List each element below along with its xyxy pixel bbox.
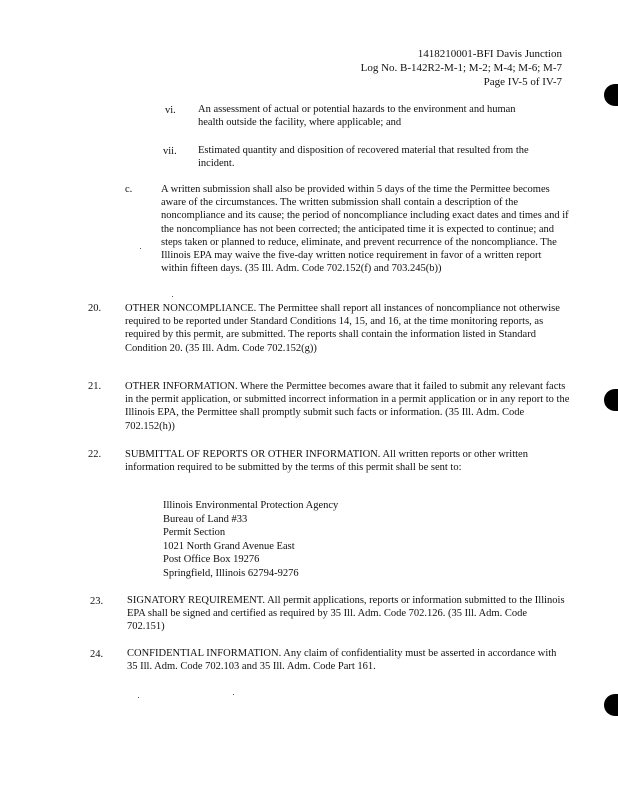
mailing-address (163, 499, 338, 581)
scan-speck (172, 296, 173, 297)
condition-23-number: 23. (90, 596, 104, 607)
item-c-number: c. (125, 184, 133, 195)
condition-24-text: CONFIDENTIAL INFORMATION. Any claim of confidentiality must be asserted in accordance with 35 Ill. Adm. Code 702.103 and 35 Ill. Adm. Code Part 161. (127, 648, 557, 673)
item-c-text: A written submission shall also be provided within 5 days of the time the Permittee becomes aware of the circumstances. The written submission shall contain a description of the noncompliance and its cause; the period of noncompliance including exact dates and times and if the noncompliance has not been corrected; the anticipated time it is expected to continue; and steps taken or planned to reduce, eliminate, and prevent recurrence of the noncompliance. The Illinois EPA may waive the five-day written notice requirement in favor of a written report within fifteen days. (35 Ill. Adm. Code 702.152(f) and 703.245(b)) (161, 184, 569, 275)
punch-hole-bottom (604, 694, 618, 716)
address-section: Permit Section (163, 527, 226, 539)
address-street: 1021 North Grand Avenue East (163, 540, 295, 552)
address-bureau: Bureau of Land #33 (163, 513, 248, 525)
punch-hole-top (604, 84, 618, 106)
condition-20-text: OTHER NONCOMPLIANCE. The Permittee shall report all instances of noncompliance not otherwise required to be reported under Standard Conditions 14, 15, and 16, at the time monitoring reports, as required by this permit, are submitted. The reports shall contain the information listed in Standard Condition 20. (35 Ill. Adm. Code 702.152(g)) (125, 303, 560, 354)
condition-24-number: 24. (90, 649, 104, 660)
log-number: Log No. B-142R2-M-1; M-2; M-4; M-6; M-7 (360, 62, 562, 74)
punch-hole-middle (604, 389, 618, 411)
permit-number: 1418210001-BFI Davis Junction (417, 48, 562, 60)
condition-22-text: SUBMITTAL OF REPORTS OR OTHER INFORMATION. All written reports or other written information required to be submitted by the terms of this permit shall be sent to: (125, 449, 528, 474)
condition-21-text: OTHER INFORMATION. Where the Permittee becomes aware that it failed to submit any relevant facts in the permit application, or submitted incorrect information in a permit application or in any report to the Illinois EPA, the Permittee shall promptly submit such facts or information. (35 Ill. Adm. Code 702.152(h)) (125, 381, 570, 432)
item-vii-text: Estimated quantity and disposition of recovered material that resulted from the incident. (198, 145, 529, 170)
scan-speck (140, 248, 141, 249)
item-vi-text: An assessment of actual or potential hazards to the environment and human health outside the facility, where applicable; and (198, 104, 516, 129)
scan-speck (233, 694, 234, 695)
condition-21-number: 21. (88, 381, 102, 392)
address-city: Springfield, Illinois 62794-9276 (163, 567, 299, 579)
condition-22-number: 22. (88, 449, 102, 460)
page-number: Page IV-5 of IV-7 (483, 76, 562, 88)
condition-23-text: SIGNATORY REQUIREMENT. All permit applications, reports or information submitted to the Illinois EPA shall be signed and certified as required by 35 Ill. Adm. Code 702.126. (35 Ill. Adm. Code 702.151) (127, 595, 565, 633)
page-header (361, 47, 562, 89)
address-po-box: Post Office Box 19276 (163, 554, 260, 566)
scan-speck (138, 697, 139, 698)
item-vi-number: vi. (165, 105, 176, 116)
item-vii-number: vii. (163, 146, 177, 157)
address-agency: Illinois Environmental Protection Agency (163, 500, 339, 511)
condition-20-number: 20. (88, 303, 102, 314)
